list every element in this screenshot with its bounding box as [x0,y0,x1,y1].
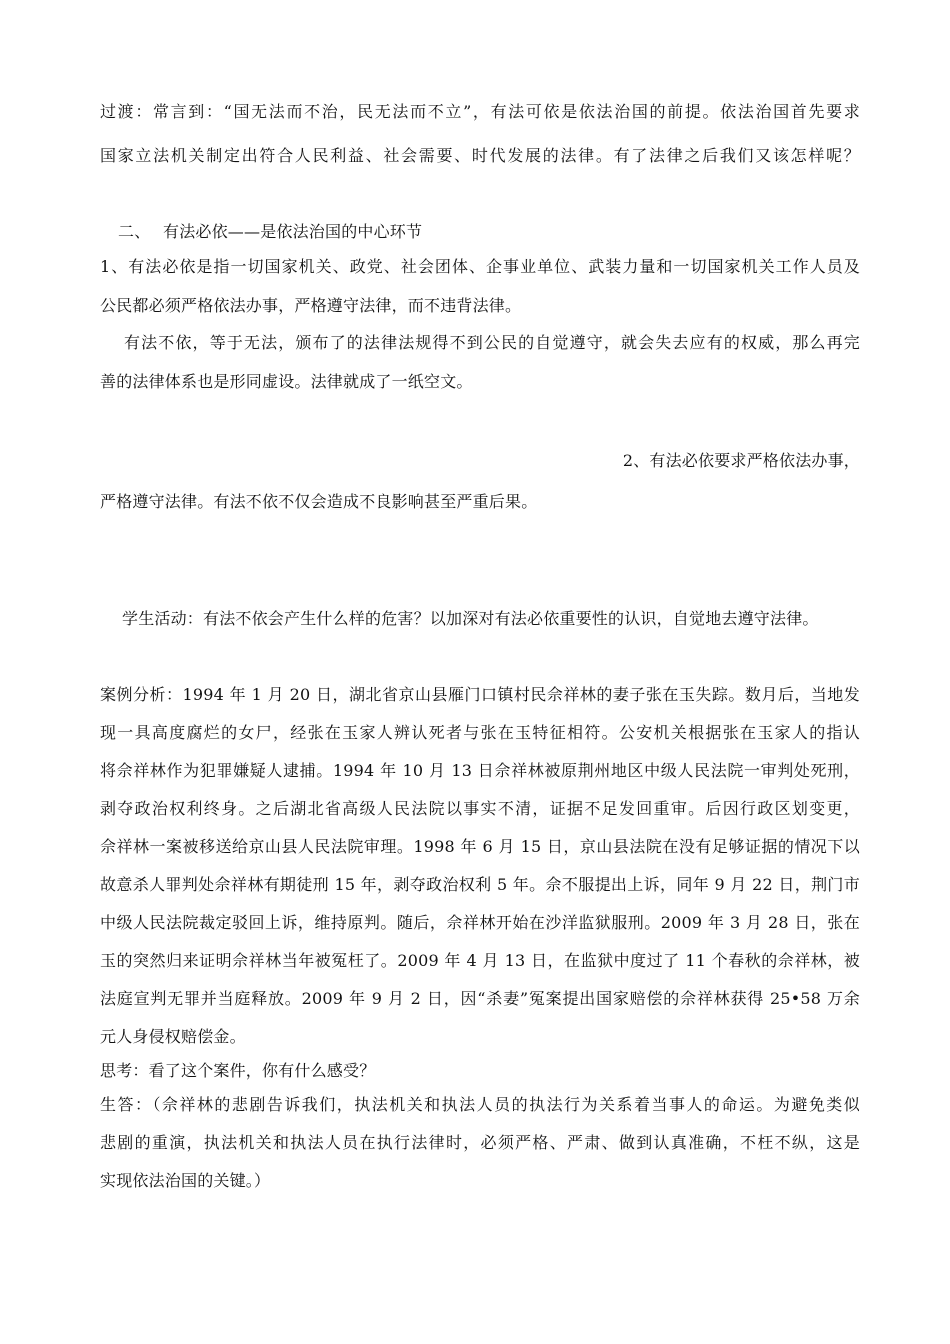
point-2-line-2: 严格遵守法律。有法不依不仅会造成不良影响甚至严重后果。 [100,492,538,511]
transition-line-1: 过渡：常言到：“国无法而不治，民无法而不立”，有法可依是依法治国的前提。依法治国首先要求 [100,102,860,121]
explanation-line-1: 有法不依，等于无法，颁布了的法律法规得不到公民的自觉遵守，就会失去应有的权威，那么再完 [124,333,860,352]
case-line-7: 中级人民法院裁定驳回上诉，维持原判。随后，佘祥林开始在沙洋监狱服刑。2009 年 3 月 28 日，张在 [100,913,860,932]
section-2-number: 二、 [118,222,151,241]
think-question: 思考：看了这个案件，你有什么感受？ [100,1061,376,1080]
case-line-3: 将佘祥林作为犯罪嫌疑人逮捕。1994 年 10 月 13 日佘祥林被原荆州地区中级人民法院一审判处死刑， [100,761,860,780]
case-line-8: 玉的突然归来证明佘祥林当年被冤枉了。2009 年 4 月 13 日，在监狱中度过了 11 个春秋的佘祥林，被 [100,951,860,970]
case-line-10: 元人身侵权赔偿金。 [100,1027,246,1046]
answer-line-3: 实现依法治国的关键。） [100,1171,271,1190]
explanation-line-2: 善的法律体系也是形同虚设。法律就成了一纸空文。 [100,372,473,391]
point-1-line-1: 1、有法必依是指一切国家机关、政党、社会团体、企事业单位、武装力量和一切国家机关工作人员及 [100,257,860,276]
point-2-line-1: 2、有法必依要求严格依法办事， [622,451,860,470]
answer-line-1: 生答：（佘祥林的悲剧告诉我们，执法机关和执法人员的执法行为关系着当事人的命运。为避免类似 [100,1095,860,1114]
case-line-5: 佘祥林一案被移送给京山县人民法院审理。1998 年 6 月 15 日，京山县法院在没有足够证据的情况下以 [100,837,860,856]
student-activity: 学生活动：有法不依会产生什么样的危害？以加深对有法必依重要性的认识，自觉地去遵守法律。 [122,609,819,628]
transition-line-2: 国家立法机关制定出符合人民利益、社会需要、时代发展的法律。有了法律之后我们又该怎样呢？ [100,146,860,165]
answer-line-2: 悲剧的重演，执法机关和执法人员在执行法律时，必须严格、严肃、做到认真准确，不枉不纵，这是 [100,1133,860,1152]
case-line-4: 剥夺政治权利终身。之后湖北省高级人民法院以事实不清，证据不足发回重审。后因行政区划变更， [100,799,860,818]
case-line-2: 现一具高度腐烂的女尸，经张在玉家人辨认死者与张在玉特征相符。公安机关根据张在玉家人的指认 [100,723,860,742]
case-line-1: 案例分析：1994 年 1 月 20 日，湖北省京山县雁门口镇村民佘祥林的妻子张在玉失踪。数月后，当地发 [100,685,860,704]
point-1-line-2: 公民都必须严格依法办事，严格遵守法律，而不违背法律。 [100,296,522,315]
case-line-9: 法庭宣判无罪并当庭释放。2009 年 9 月 2 日，因“杀妻”冤案提出国家赔偿的佘祥林获得 25•58 万余 [100,989,860,1008]
section-2-heading [118,222,860,242]
section-2-title: 有法必依——是依法治国的中心环节 [163,222,423,241]
case-line-6: 故意杀人罪判处佘祥林有期徒刑 15 年，剥夺政治权利 5 年。佘不服提出上诉，同年 9 月 22 日，荆门市 [100,875,860,894]
